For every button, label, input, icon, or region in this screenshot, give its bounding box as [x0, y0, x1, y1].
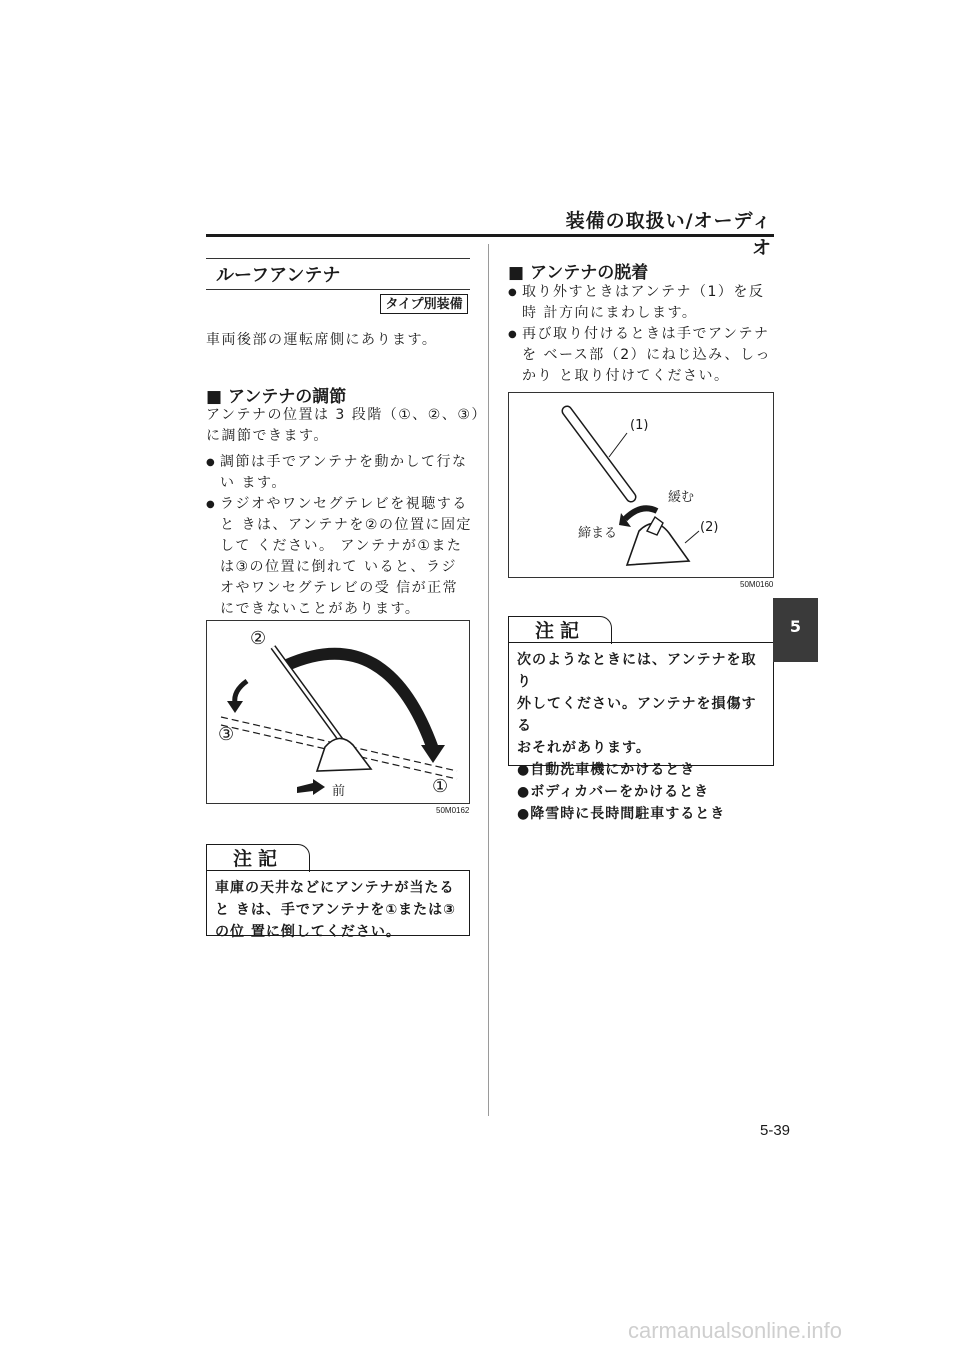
page-header-title: 装備の取扱い/オーディオ	[565, 210, 772, 259]
label-antenna-1: (1)	[630, 418, 649, 433]
adjust-heading: ■ アンテナの調節	[206, 387, 347, 407]
adjust-bullet-2: ● ラジオやワンセグテレビを視聴すると きは、アンテナを②の位置に固定して ください。 アンテナが①または③の位置に倒れて いると、ラジオやワンセグテレビの受 信が正常にできないことがあります。	[206, 494, 472, 620]
antenna-position-figure	[206, 620, 470, 804]
page-number: 5-39	[760, 1122, 791, 1139]
note-right-line-3: おそれがあります。	[517, 740, 651, 756]
detach-heading: ■ アンテナの脱着	[508, 263, 649, 283]
figure-code-left: 50M0162	[436, 806, 470, 815]
front-arrow	[297, 779, 325, 795]
adjust-text-2: に調節できます。	[206, 428, 329, 444]
detach-bullet-1: ● 取り外すときはアンテナ（1）を反時 計方向にまわします。	[508, 282, 774, 324]
label-loosen: 緩む	[668, 490, 695, 505]
adjust-bullet-list	[206, 452, 472, 620]
antenna-position-diagram	[207, 621, 469, 803]
header-rule	[206, 234, 774, 237]
detach-bullet-list	[508, 282, 774, 387]
type-badge: タイプ別装備	[380, 294, 468, 314]
note-right-item-1: ●自動洗車機にかけるとき	[517, 762, 696, 778]
label-position-3: ③	[218, 724, 235, 745]
chapter-tab: 5	[773, 598, 818, 662]
figure-code-right: 50M0160	[740, 580, 774, 589]
label-position-2: ②	[250, 628, 267, 649]
note-tab-left: 注記	[206, 844, 310, 872]
note-right-line-1: 次のようなときには、アンテナを取り	[517, 652, 757, 690]
small-arc-arrowhead	[227, 701, 243, 713]
intro-text: 車両後部の運転席側にあります。	[206, 332, 438, 348]
watermark: carmanualsonline.info	[628, 1318, 843, 1343]
arc-arrowhead	[421, 745, 445, 763]
note-tab-right: 注記	[508, 616, 612, 644]
detach-bullet-2: ● 再び取り付けるときは手でアンテナを ベース部（2）にねじ込み、しっかり と取り付けてください。	[508, 324, 774, 387]
leader-line-1	[609, 433, 627, 457]
adjust-text-1: アンテナの位置は 3 段階（①、②、③）	[206, 407, 487, 423]
adjust-bullet-1: ● 調節は手でアンテナを動かして行ない ます。	[206, 452, 472, 494]
antenna-base	[317, 738, 371, 771]
rotation-arrow	[625, 508, 657, 519]
note-box-right	[508, 642, 774, 822]
note-text-left: 車庫の天井などにアンテナが当たると きは、手でアンテナを①または③の位 置に倒してください。	[215, 880, 457, 940]
rotation-arc	[287, 654, 433, 749]
small-arc	[235, 681, 247, 703]
leader-line-2	[685, 531, 699, 543]
label-base-2: (2)	[700, 520, 719, 535]
section-title: ルーフアンテナ	[216, 265, 341, 286]
note-box-left	[206, 870, 470, 940]
label-front: 前	[332, 784, 346, 799]
note-right-item-3: ●降雪時に長時間駐車するとき	[517, 806, 726, 822]
note-right-item-2: ●ボディカバーをかけるとき	[517, 784, 710, 800]
label-tighten: 締まる	[578, 526, 618, 541]
column-divider	[488, 244, 489, 1116]
note-right-line-2: 外してください。アンテナを損傷する	[517, 696, 757, 734]
label-position-1: ①	[432, 776, 449, 797]
